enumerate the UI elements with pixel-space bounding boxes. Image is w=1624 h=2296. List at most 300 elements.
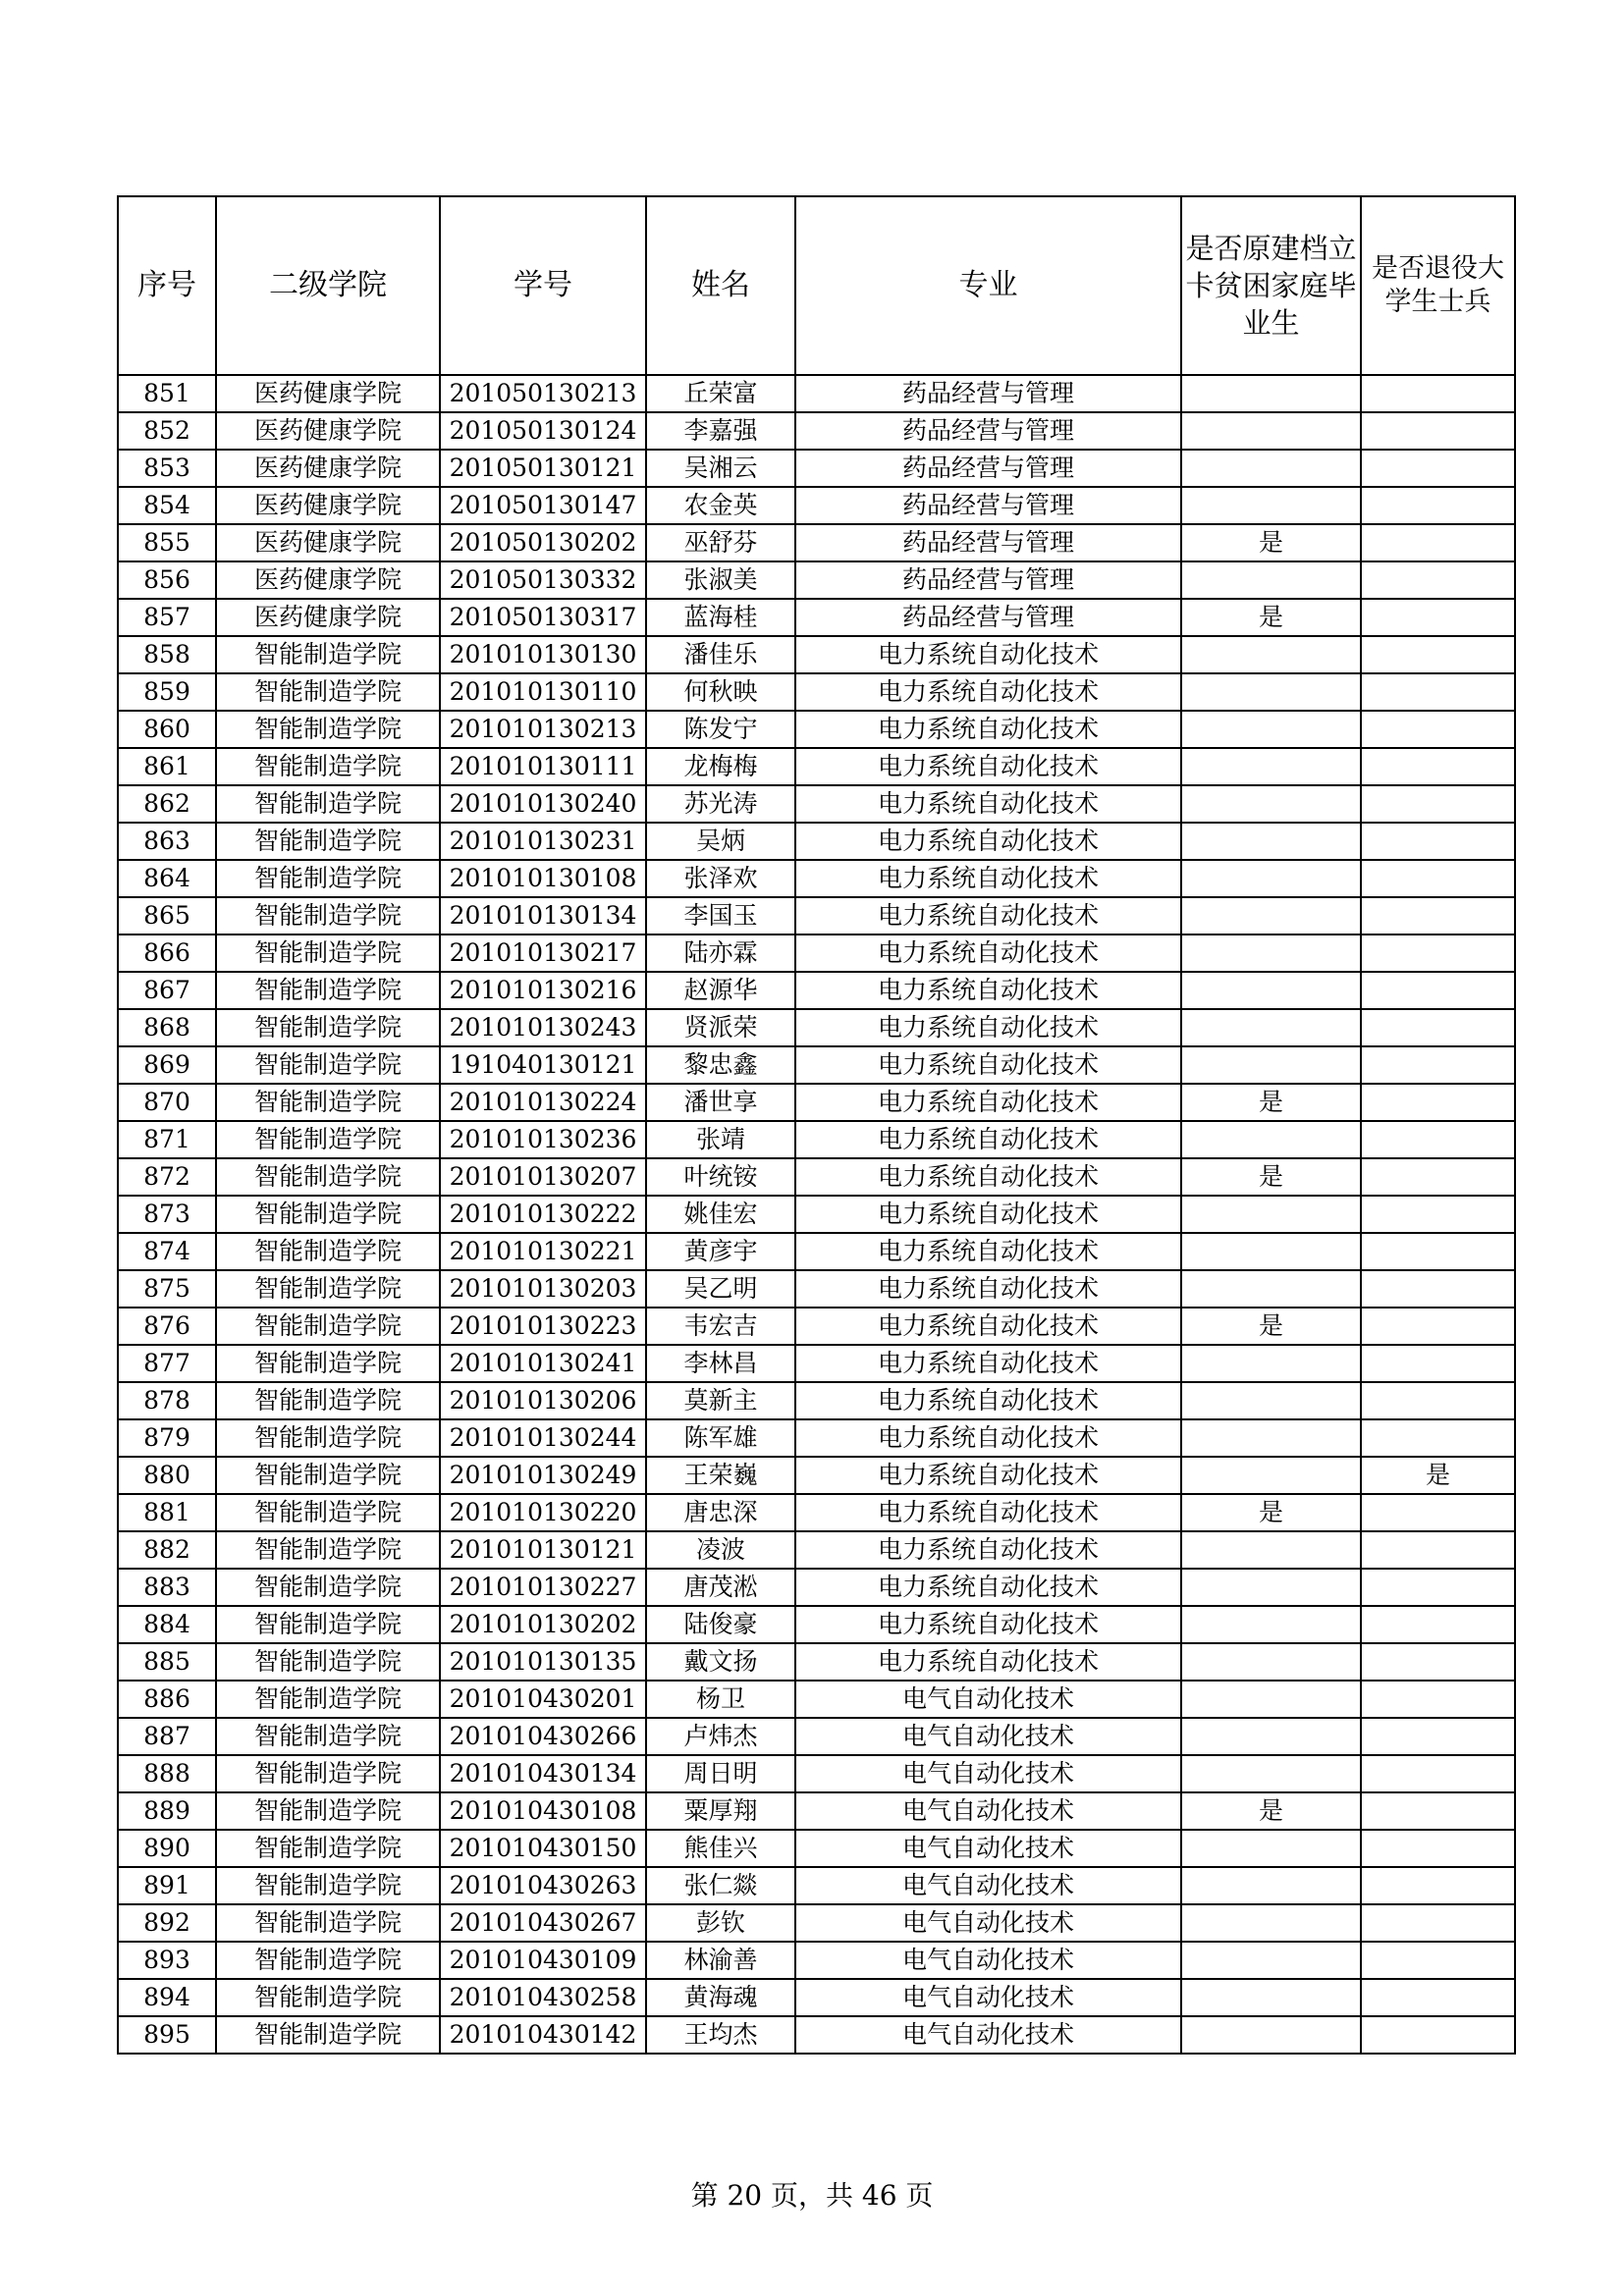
name-cell: 姚佳宏 (646, 1196, 795, 1233)
table-row (118, 1531, 1515, 1569)
college-cell: 智能制造学院 (216, 785, 440, 823)
student-id-cell: 201010430267 (440, 1904, 646, 1942)
veteran-cell (1361, 412, 1515, 450)
name-cell: 周日明 (646, 1755, 795, 1792)
major-cell: 电气自动化技术 (795, 1830, 1181, 1867)
student-id-cell: 201010130108 (440, 860, 646, 897)
veteran-cell (1361, 1569, 1515, 1606)
veteran-cell (1361, 1606, 1515, 1643)
table-row (118, 1979, 1515, 2016)
seq-cell: 874 (118, 1233, 216, 1270)
college-cell: 智能制造学院 (216, 1382, 440, 1419)
poverty-cell (1181, 823, 1361, 860)
poverty-cell (1181, 1979, 1361, 2016)
poverty-cell (1181, 1830, 1361, 1867)
college-cell: 智能制造学院 (216, 1830, 440, 1867)
table-row (118, 1308, 1515, 1345)
veteran-cell (1361, 1308, 1515, 1345)
college-cell: 智能制造学院 (216, 1457, 440, 1494)
seq-cell: 869 (118, 1046, 216, 1084)
veteran-cell (1361, 1792, 1515, 1830)
veteran-cell (1361, 1158, 1515, 1196)
seq-cell: 884 (118, 1606, 216, 1643)
page-number-footer: 第 20 页，共 46 页 (690, 2179, 934, 2212)
name-cell: 潘世享 (646, 1084, 795, 1121)
table-row (118, 1643, 1515, 1681)
college-cell: 智能制造学院 (216, 1792, 440, 1830)
seq-cell: 852 (118, 412, 216, 450)
college-cell: 智能制造学院 (216, 1084, 440, 1121)
student-id-cell: 201010130227 (440, 1569, 646, 1606)
major-cell: 药品经营与管理 (795, 524, 1181, 561)
veteran-cell (1361, 561, 1515, 599)
name-cell: 熊佳兴 (646, 1830, 795, 1867)
college-cell: 智能制造学院 (216, 1121, 440, 1158)
seq-cell: 879 (118, 1419, 216, 1457)
poverty-cell (1181, 1233, 1361, 1270)
student-id-cell: 201050130332 (440, 561, 646, 599)
student-id-cell: 201010130121 (440, 1531, 646, 1569)
header-seq: 序号 (118, 196, 216, 375)
major-cell: 电力系统自动化技术 (795, 860, 1181, 897)
name-cell: 张仁燚 (646, 1867, 795, 1904)
seq-cell: 877 (118, 1345, 216, 1382)
major-cell: 电气自动化技术 (795, 1755, 1181, 1792)
veteran-cell (1361, 934, 1515, 972)
table-row (118, 972, 1515, 1009)
student-id-cell: 201010430109 (440, 1942, 646, 1979)
table-row (118, 1755, 1515, 1792)
student-id-cell: 201010130243 (440, 1009, 646, 1046)
student-id-cell: 201010130216 (440, 972, 646, 1009)
seq-cell: 895 (118, 2016, 216, 2054)
seq-cell: 880 (118, 1457, 216, 1494)
seq-cell: 883 (118, 1569, 216, 1606)
name-cell: 李嘉强 (646, 412, 795, 450)
name-cell: 张靖 (646, 1121, 795, 1158)
table-row (118, 1196, 1515, 1233)
name-cell: 何秋映 (646, 673, 795, 711)
veteran-cell (1361, 599, 1515, 636)
name-cell: 王荣巍 (646, 1457, 795, 1494)
major-cell: 电力系统自动化技术 (795, 1270, 1181, 1308)
major-cell: 电力系统自动化技术 (795, 673, 1181, 711)
seq-cell: 857 (118, 599, 216, 636)
name-cell: 陈军雄 (646, 1419, 795, 1457)
college-cell: 智能制造学院 (216, 934, 440, 972)
college-cell: 智能制造学院 (216, 636, 440, 673)
name-cell: 卢炜杰 (646, 1718, 795, 1755)
major-cell: 电力系统自动化技术 (795, 1606, 1181, 1643)
poverty-cell (1181, 1382, 1361, 1419)
table-row (118, 1681, 1515, 1718)
veteran-cell (1361, 1494, 1515, 1531)
poverty-cell (1181, 748, 1361, 785)
table-row (118, 673, 1515, 711)
student-id-cell: 201010130224 (440, 1084, 646, 1121)
student-id-cell: 201050130317 (440, 599, 646, 636)
poverty-cell (1181, 1867, 1361, 1904)
table-row (118, 1606, 1515, 1643)
poverty-cell (1181, 1419, 1361, 1457)
student-id-cell: 201010430150 (440, 1830, 646, 1867)
poverty-cell (1181, 487, 1361, 524)
name-cell: 李林昌 (646, 1345, 795, 1382)
seq-cell: 866 (118, 934, 216, 972)
major-cell: 电力系统自动化技术 (795, 1569, 1181, 1606)
name-cell: 彭钦 (646, 1904, 795, 1942)
college-cell: 智能制造学院 (216, 1979, 440, 2016)
major-cell: 电力系统自动化技术 (795, 897, 1181, 934)
major-cell: 电气自动化技术 (795, 2016, 1181, 2054)
table-row (118, 1419, 1515, 1457)
poverty-cell (1181, 1345, 1361, 1382)
college-cell: 智能制造学院 (216, 1942, 440, 1979)
poverty-cell (1181, 375, 1361, 412)
college-cell: 智能制造学院 (216, 1531, 440, 1569)
major-cell: 电力系统自动化技术 (795, 1233, 1181, 1270)
seq-cell: 891 (118, 1867, 216, 1904)
name-cell: 张淑美 (646, 561, 795, 599)
poverty-cell (1181, 711, 1361, 748)
student-id-cell: 201010130206 (440, 1382, 646, 1419)
seq-cell: 863 (118, 823, 216, 860)
major-cell: 电力系统自动化技术 (795, 1308, 1181, 1345)
name-cell: 戴文扬 (646, 1643, 795, 1681)
student-id-cell: 201010130241 (440, 1345, 646, 1382)
veteran-cell (1361, 1942, 1515, 1979)
seq-cell: 854 (118, 487, 216, 524)
seq-cell: 875 (118, 1270, 216, 1308)
poverty-cell (1181, 1569, 1361, 1606)
seq-cell: 887 (118, 1718, 216, 1755)
major-cell: 电气自动化技术 (795, 1979, 1181, 2016)
student-id-cell: 201010130223 (440, 1308, 646, 1345)
college-cell: 医药健康学院 (216, 599, 440, 636)
name-cell: 吴湘云 (646, 450, 795, 487)
veteran-cell (1361, 1419, 1515, 1457)
college-cell: 智能制造学院 (216, 1904, 440, 1942)
college-cell: 智能制造学院 (216, 1158, 440, 1196)
college-cell: 医药健康学院 (216, 412, 440, 450)
header-college: 二级学院 (216, 196, 440, 375)
student-id-cell: 201050130147 (440, 487, 646, 524)
college-cell: 智能制造学院 (216, 1419, 440, 1457)
table-row (118, 1792, 1515, 1830)
student-id-cell: 201010130249 (440, 1457, 646, 1494)
major-cell: 电力系统自动化技术 (795, 1457, 1181, 1494)
name-cell: 王均杰 (646, 2016, 795, 2054)
seq-cell: 888 (118, 1755, 216, 1792)
seq-cell: 889 (118, 1792, 216, 1830)
poverty-cell (1181, 972, 1361, 1009)
veteran-cell (1361, 1009, 1515, 1046)
seq-cell: 856 (118, 561, 216, 599)
college-cell: 智能制造学院 (216, 972, 440, 1009)
poverty-cell: 是 (1181, 1158, 1361, 1196)
poverty-cell (1181, 636, 1361, 673)
poverty-cell (1181, 1755, 1361, 1792)
veteran-cell (1361, 1121, 1515, 1158)
table-row (118, 487, 1515, 524)
seq-cell: 851 (118, 375, 216, 412)
major-cell: 药品经营与管理 (795, 599, 1181, 636)
poverty-cell (1181, 450, 1361, 487)
table-row (118, 1084, 1515, 1121)
college-cell: 智能制造学院 (216, 1755, 440, 1792)
student-id-cell: 201010430266 (440, 1718, 646, 1755)
college-cell: 智能制造学院 (216, 1569, 440, 1606)
name-cell: 黄海魂 (646, 1979, 795, 2016)
name-cell: 蓝海桂 (646, 599, 795, 636)
veteran-cell (1361, 636, 1515, 673)
student-id-cell: 201010130217 (440, 934, 646, 972)
table-row (118, 711, 1515, 748)
college-cell: 智能制造学院 (216, 1643, 440, 1681)
seq-cell: 892 (118, 1904, 216, 1942)
major-cell: 电力系统自动化技术 (795, 1196, 1181, 1233)
college-cell: 智能制造学院 (216, 1681, 440, 1718)
table-row (118, 748, 1515, 785)
major-cell: 电气自动化技术 (795, 1792, 1181, 1830)
student-id-cell: 201010130236 (440, 1121, 646, 1158)
name-cell: 韦宏吉 (646, 1308, 795, 1345)
poverty-cell (1181, 934, 1361, 972)
veteran-cell (1361, 1046, 1515, 1084)
table-row (118, 636, 1515, 673)
veteran-cell (1361, 673, 1515, 711)
name-cell: 赵源华 (646, 972, 795, 1009)
seq-cell: 876 (118, 1308, 216, 1345)
name-cell: 黄彦宇 (646, 1233, 795, 1270)
college-cell: 智能制造学院 (216, 673, 440, 711)
seq-cell: 893 (118, 1942, 216, 1979)
college-cell: 智能制造学院 (216, 1867, 440, 1904)
college-cell: 智能制造学院 (216, 823, 440, 860)
student-id-cell: 201010130135 (440, 1643, 646, 1681)
table-row (118, 934, 1515, 972)
college-cell: 医药健康学院 (216, 375, 440, 412)
major-cell: 电力系统自动化技术 (795, 972, 1181, 1009)
table-row (118, 1942, 1515, 1979)
major-cell: 电力系统自动化技术 (795, 1158, 1181, 1196)
major-cell: 电力系统自动化技术 (795, 1121, 1181, 1158)
table-row (118, 1494, 1515, 1531)
name-cell: 莫新主 (646, 1382, 795, 1419)
poverty-cell (1181, 1121, 1361, 1158)
college-cell: 智能制造学院 (216, 897, 440, 934)
poverty-cell (1181, 860, 1361, 897)
name-cell: 龙梅梅 (646, 748, 795, 785)
major-cell: 药品经营与管理 (795, 375, 1181, 412)
major-cell: 电力系统自动化技术 (795, 636, 1181, 673)
veteran-cell (1361, 711, 1515, 748)
student-id-cell: 201010130134 (440, 897, 646, 934)
name-cell: 粟厚翔 (646, 1792, 795, 1830)
table-header (118, 196, 1515, 375)
table-row (118, 1270, 1515, 1308)
student-id-cell: 201010130222 (440, 1196, 646, 1233)
student-id-cell: 191040130121 (440, 1046, 646, 1084)
seq-cell: 855 (118, 524, 216, 561)
college-cell: 智能制造学院 (216, 1196, 440, 1233)
poverty-cell (1181, 897, 1361, 934)
table-row (118, 1233, 1515, 1270)
college-cell: 智能制造学院 (216, 2016, 440, 2054)
name-cell: 唐茂淞 (646, 1569, 795, 1606)
college-cell: 医药健康学院 (216, 524, 440, 561)
student-id-cell: 201010130220 (440, 1494, 646, 1531)
poverty-cell: 是 (1181, 1494, 1361, 1531)
major-cell: 电力系统自动化技术 (795, 1382, 1181, 1419)
veteran-cell (1361, 1979, 1515, 2016)
major-cell: 电力系统自动化技术 (795, 934, 1181, 972)
veteran-cell (1361, 823, 1515, 860)
veteran-cell (1361, 1867, 1515, 1904)
student-id-cell: 201050130202 (440, 524, 646, 561)
veteran-cell (1361, 972, 1515, 1009)
major-cell: 电力系统自动化技术 (795, 1009, 1181, 1046)
major-cell: 电气自动化技术 (795, 1718, 1181, 1755)
veteran-cell (1361, 1196, 1515, 1233)
name-cell: 潘佳乐 (646, 636, 795, 673)
college-cell: 智能制造学院 (216, 1270, 440, 1308)
major-cell: 电力系统自动化技术 (795, 785, 1181, 823)
name-cell: 黎忠鑫 (646, 1046, 795, 1084)
veteran-cell (1361, 1755, 1515, 1792)
veteran-cell (1361, 1718, 1515, 1755)
major-cell: 电力系统自动化技术 (795, 823, 1181, 860)
veteran-cell (1361, 450, 1515, 487)
poverty-cell (1181, 412, 1361, 450)
table-row (118, 599, 1515, 636)
seq-cell: 873 (118, 1196, 216, 1233)
major-cell: 药品经营与管理 (795, 561, 1181, 599)
veteran-cell (1361, 1084, 1515, 1121)
table-row (118, 412, 1515, 450)
table-row (118, 2016, 1515, 2054)
major-cell: 电力系统自动化技术 (795, 1531, 1181, 1569)
student-id-cell: 201010130240 (440, 785, 646, 823)
poverty-cell: 是 (1181, 524, 1361, 561)
college-cell: 智能制造学院 (216, 1308, 440, 1345)
header-poverty-registered: 是否原建档立卡贫困家庭毕业生 (1181, 196, 1361, 375)
table-row (118, 375, 1515, 412)
header-row (118, 196, 1515, 375)
veteran-cell (1361, 1233, 1515, 1270)
major-cell: 电力系统自动化技术 (795, 1643, 1181, 1681)
table-row (118, 1009, 1515, 1046)
major-cell: 电气自动化技术 (795, 1942, 1181, 1979)
college-cell: 智能制造学院 (216, 1345, 440, 1382)
veteran-cell (1361, 1270, 1515, 1308)
seq-cell: 853 (118, 450, 216, 487)
seq-cell: 864 (118, 860, 216, 897)
poverty-cell (1181, 1196, 1361, 1233)
name-cell: 吴炳 (646, 823, 795, 860)
veteran-cell (1361, 1382, 1515, 1419)
veteran-cell (1361, 1643, 1515, 1681)
veteran-cell (1361, 375, 1515, 412)
name-cell: 陈发宁 (646, 711, 795, 748)
student-id-cell: 201010430108 (440, 1792, 646, 1830)
major-cell: 电气自动化技术 (795, 1904, 1181, 1942)
name-cell: 陆俊豪 (646, 1606, 795, 1643)
poverty-cell: 是 (1181, 1308, 1361, 1345)
table-row (118, 1457, 1515, 1494)
seq-cell: 868 (118, 1009, 216, 1046)
student-id-cell: 201050130124 (440, 412, 646, 450)
name-cell: 苏光涛 (646, 785, 795, 823)
table-row (118, 1121, 1515, 1158)
table-row (118, 1867, 1515, 1904)
poverty-cell (1181, 1681, 1361, 1718)
table-row (118, 524, 1515, 561)
seq-cell: 861 (118, 748, 216, 785)
seq-cell: 882 (118, 1531, 216, 1569)
name-cell: 李国玉 (646, 897, 795, 934)
name-cell: 陆亦霖 (646, 934, 795, 972)
major-cell: 电力系统自动化技术 (795, 1084, 1181, 1121)
veteran-cell (1361, 1904, 1515, 1942)
seq-cell: 870 (118, 1084, 216, 1121)
veteran-cell: 是 (1361, 1457, 1515, 1494)
name-cell: 凌波 (646, 1531, 795, 1569)
name-cell: 贤派荣 (646, 1009, 795, 1046)
seq-cell: 881 (118, 1494, 216, 1531)
student-id-cell: 201010430134 (440, 1755, 646, 1792)
college-cell: 智能制造学院 (216, 748, 440, 785)
student-id-cell: 201010430201 (440, 1681, 646, 1718)
veteran-cell (1361, 524, 1515, 561)
table-row (118, 785, 1515, 823)
veteran-cell (1361, 2016, 1515, 2054)
name-cell: 丘荣富 (646, 375, 795, 412)
college-cell: 医药健康学院 (216, 450, 440, 487)
table-row (118, 1569, 1515, 1606)
seq-cell: 872 (118, 1158, 216, 1196)
student-id-cell: 201010130244 (440, 1419, 646, 1457)
seq-cell: 894 (118, 1979, 216, 2016)
college-cell: 医药健康学院 (216, 487, 440, 524)
seq-cell: 885 (118, 1643, 216, 1681)
student-id-cell: 201050130121 (440, 450, 646, 487)
veteran-cell (1361, 1830, 1515, 1867)
college-cell: 医药健康学院 (216, 561, 440, 599)
poverty-cell (1181, 673, 1361, 711)
poverty-cell (1181, 1904, 1361, 1942)
graduate-roster-table (117, 195, 1516, 2055)
student-id-cell: 201010130231 (440, 823, 646, 860)
seq-cell: 858 (118, 636, 216, 673)
name-cell: 张泽欢 (646, 860, 795, 897)
table-row (118, 1830, 1515, 1867)
name-cell: 杨卫 (646, 1681, 795, 1718)
seq-cell: 878 (118, 1382, 216, 1419)
student-id-cell: 201010430258 (440, 1979, 646, 2016)
poverty-cell (1181, 1942, 1361, 1979)
table-row (118, 1382, 1515, 1419)
table-row (118, 450, 1515, 487)
seq-cell: 886 (118, 1681, 216, 1718)
poverty-cell: 是 (1181, 1084, 1361, 1121)
poverty-cell (1181, 561, 1361, 599)
poverty-cell (1181, 1009, 1361, 1046)
seq-cell: 860 (118, 711, 216, 748)
college-cell: 智能制造学院 (216, 1046, 440, 1084)
name-cell: 农金英 (646, 487, 795, 524)
college-cell: 智能制造学院 (216, 711, 440, 748)
